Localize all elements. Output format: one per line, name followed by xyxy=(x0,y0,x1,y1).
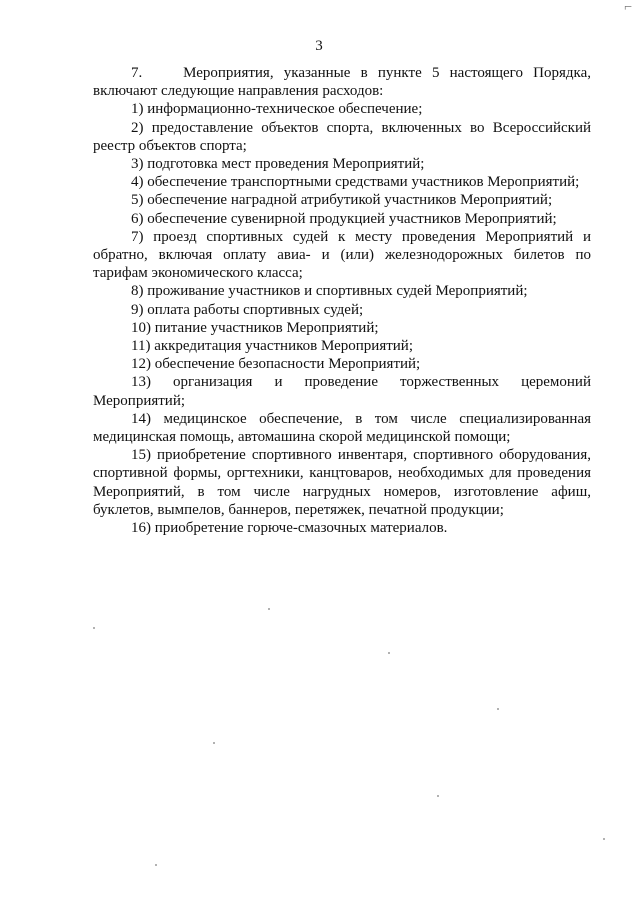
scan-speck xyxy=(603,838,605,840)
paragraph-intro: 7. Мероприятия, указанные в пункте 5 настоящего Порядка, включают следующие направления расходов: xyxy=(93,65,591,100)
list-item-3: 3) подготовка мест проведения Мероприятий; xyxy=(131,156,425,173)
list-item-13: 13) организация и проведение торжественных церемоний Мероприятий; xyxy=(93,374,591,409)
scan-edge-mark: ⌐ xyxy=(624,0,632,15)
list-item-10: 10) питание участников Мероприятий; xyxy=(131,319,379,336)
list-item-7: 7) проезд спортивных судей к месту проведения Мероприятий и обратно, включая оплату авиа- и (или) железнодорожных билетов по тарифам экономического класса; xyxy=(93,228,591,282)
scan-speck xyxy=(497,708,499,710)
list-item-15: 15) приобретение спортивного инвентаря, спортивного оборудования, спортивной формы, оргтехники, канцтоваров, необходимых для проведения Мероприятий, в том числе нагрудных номеров, изготовление афиш, буклетов, вымпелов, баннеров, перетяжек, печатной продукции; xyxy=(93,447,591,518)
document-body xyxy=(93,64,591,537)
scan-speck xyxy=(213,742,215,744)
scan-speck xyxy=(155,864,157,866)
list-item-9: 9) оплата работы спортивных судей; xyxy=(131,301,364,318)
list-item-5: 5) обеспечение наградной атрибутикой участников Мероприятий; xyxy=(131,192,553,209)
scan-speck xyxy=(437,795,439,797)
list-item-8: 8) проживание участников и спортивных судей Мероприятий; xyxy=(131,283,528,300)
scan-speck xyxy=(388,652,390,654)
list-item-2: 2) предоставление объектов спорта, включенных во Всероссийский реестр объектов спорта; xyxy=(93,119,591,154)
list-item-1: 1) информационно-техническое обеспечение; xyxy=(131,101,423,118)
list-item-12: 12) обеспечение безопасности Мероприятий; xyxy=(131,356,421,373)
list-item-11: 11) аккредитация участников Мероприятий; xyxy=(131,338,413,355)
list-item-14: 14) медицинское обеспечение, в том числе специализированная медицинская помощь, автомашина скорой медицинской помощи; xyxy=(93,410,591,446)
list-item-16: 16) приобретение горюче-смазочных материалов. xyxy=(131,520,448,537)
list-item-6: 6) обеспечение сувенирной продукцией участников Мероприятий; xyxy=(131,210,557,227)
scan-speck xyxy=(268,608,270,610)
list-item-4: 4) обеспечение транспортными средствами участников Мероприятий; xyxy=(131,174,580,191)
page-number: 3 xyxy=(315,38,323,54)
scan-speck xyxy=(93,627,95,629)
